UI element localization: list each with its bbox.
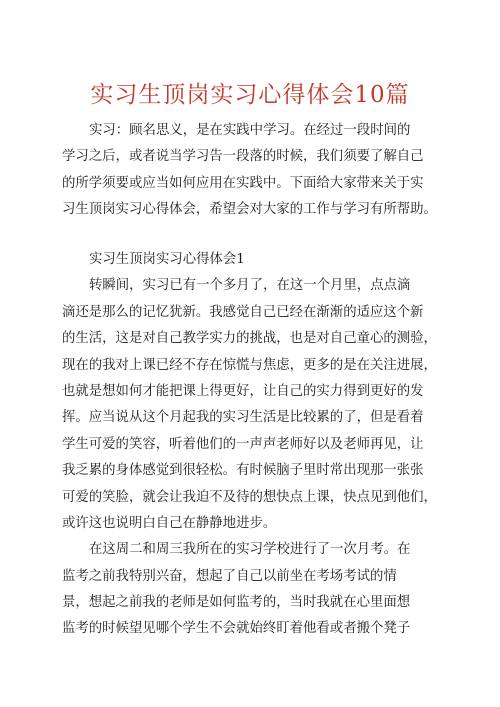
section-heading: 实习生顶岗实习心得体会1 (89, 252, 245, 267)
text-line: 现在的我对上课已经不存在惊慌与焦虑，更多的是在关注进展， (62, 357, 437, 373)
text-line: 滴还是那么的记忆犹新。我感觉自己已经在渐渐的适应这个新 (62, 304, 424, 320)
text-line: 景，想起之前我的老师是如何监考的，当时我就在心里面想 (62, 595, 411, 611)
text-line: 或许这也说明白自己在静静地进步。 (62, 515, 277, 531)
text-line: 学生可爱的笑容，听着他们的一声声老师好以及老师再见，让 (62, 436, 424, 452)
text-line: 监考之前我特别兴奋，想起了自己以前坐在考场考试的情 (62, 568, 397, 584)
text-line: 实习：顾名思义，是在实践中学习。在经过一段时间的 (89, 123, 411, 138)
text-line: 也就是想如何才能把课上得更好，让自己的实力得到更好的发 (62, 383, 424, 399)
text-line: 的所学须要或应当如何应用在实践中。下面给大家带来关于实 (62, 175, 424, 191)
text-line: 在这周二和周三我所在的实习学校进行了一次月考。在 (89, 542, 411, 558)
text-line: 可爱的笑脸，就会让我迫不及待的想快点上课，快点见到他们， (62, 489, 437, 505)
text-line: 挥。应当说从这个月起我的实习生活是比较累的了，但是看着 (62, 410, 424, 426)
text-line: 习生顶岗实习心得体会，希望会对大家的工作与学习有所帮助。 (62, 202, 437, 218)
intro-paragraph (62, 118, 438, 224)
document-title: 实习生顶岗实习心得体会10篇 (90, 82, 410, 108)
text-line: 监考的时候望见哪个学生不会就始终盯着他看或者搬个凳子 (62, 621, 411, 637)
text-line: 转瞬间，实习已有一个多月了，在这一个月里，点点滴 (89, 278, 411, 294)
text-line: 我乏累的身体感觉到很轻松。有时候脑子里时常出现那一张张 (62, 463, 424, 479)
text-line: 学习之后，或者说当学习告一段落的时候，我们须要了解自己 (62, 149, 424, 165)
text-line: 的生活，这是对自己教学实力的挑战，也是对自己童心的测验， (62, 331, 437, 347)
section-1 (62, 247, 438, 643)
